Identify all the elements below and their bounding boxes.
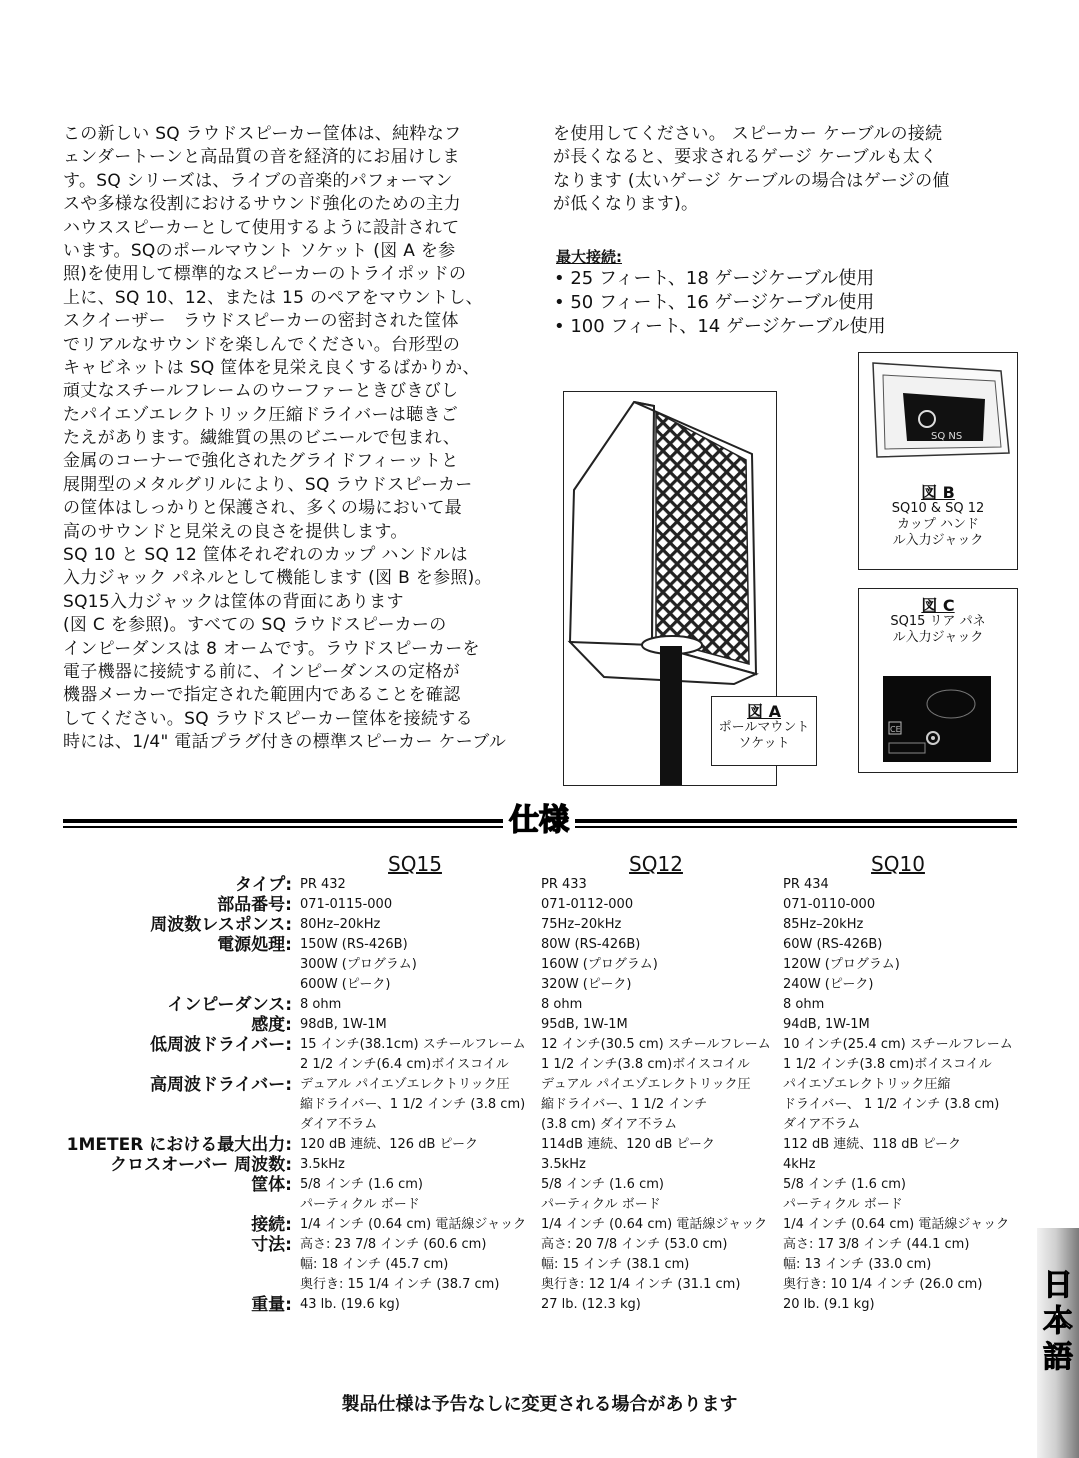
spec-cell-sq12: 5/8 インチ (1.6 cm): [541, 1177, 664, 1192]
spec-cell-sq10: 1 1/2 インチ(3.8 cm)ボイスコイル: [783, 1057, 992, 1072]
spec-cell-sq12: 75Hz–20kHz: [541, 917, 622, 932]
spec-cell-sq12: 高さ: 20 7/8 インチ (53.0 cm): [541, 1237, 728, 1252]
spec-cell-sq15: 80Hz–20kHz: [300, 917, 381, 932]
spec-cell-sq10: 94dB, 1W-1M: [783, 1017, 870, 1032]
spec-rule-left-top: [63, 819, 503, 823]
max-connection-item: • 25 フィート、18 ゲージケーブル使用: [554, 268, 875, 289]
spec-cell-sq12: 縮ドライバー、1 1/2 インチ: [541, 1097, 708, 1112]
intro-left-line: 機器メーカーで指定された範囲内であることを確認: [63, 685, 461, 706]
figure-b-caption-line-3: ル入力ジャック: [892, 533, 984, 548]
intro-left-line: SQ 10 と SQ 12 筐体それぞれのカップ ハンドルは: [63, 545, 468, 566]
spec-row-label: 周波数レスポンス:: [150, 915, 292, 935]
spec-cell-sq12: 3.5kHz: [541, 1157, 586, 1172]
intro-left-line: スや多様な役割におけるサウンド強化のための主力: [63, 194, 461, 215]
spec-cell-sq12: デュアル パイエゾエレクトリック圧: [541, 1077, 751, 1092]
language-tab-char: 語: [1043, 1340, 1073, 1375]
spec-cell-sq10: 120W (プログラム): [783, 957, 900, 972]
spec-cell-sq12: 1 1/2 インチ(3.8 cm)ボイスコイル: [541, 1057, 750, 1072]
figure-a-caption-line-2: ソケット: [738, 736, 790, 751]
intro-left-line: 金属のコーナーで強化されたグライドフィーットと: [63, 451, 459, 472]
spec-cell-sq15: 150W (RS-426B): [300, 937, 408, 952]
spec-row-label: 電源処理:: [217, 935, 292, 955]
figure-a-title: 図 A: [747, 702, 781, 721]
intro-left-line: この新しい SQ ラウドスピーカー筐体は、純粋なフ: [63, 124, 462, 144]
intro-left-line: います。SQのポールマウント ソケット (図 A を参: [63, 240, 456, 261]
max-connection-heading: 最大接続:: [556, 248, 622, 266]
intro-left-line: す。SQ シリーズは、ライブの音楽的パフォーマン: [63, 170, 453, 191]
spec-cell-sq10: 8 ohm: [783, 997, 825, 1012]
max-connection-item: • 100 フィート、14 ゲージケーブル使用: [554, 316, 886, 337]
spec-cell-sq12: 幅: 15 インチ (38.1 cm): [541, 1257, 690, 1272]
spec-cell-sq10: 高さ: 17 3/8 インチ (44.1 cm): [783, 1237, 970, 1252]
spec-cell-sq15: 600W (ピーク): [300, 977, 391, 992]
spec-cell-sq12: 1/4 インチ (0.64 cm) 電話線ジャック: [541, 1217, 768, 1232]
language-side-tab: [1037, 1228, 1079, 1458]
intro-left-line: の筐体はしっかりと保護され、多くの場において最: [63, 498, 462, 519]
intro-right-line: が長くなると、要求されるゲージ ケーブルも太く: [553, 147, 938, 168]
spec-row-label: 寸法:: [251, 1235, 292, 1255]
spec-cell-sq10: 4kHz: [783, 1157, 816, 1172]
spec-cell-sq15: 15 インチ(38.1cm) スチールフレーム: [300, 1037, 526, 1052]
intro-left-line: たパイエゾエレクトリック圧縮ドライバーは聴きご: [63, 404, 459, 425]
spec-cell-sq10: 112 dB 連続、118 dB ピーク: [783, 1137, 961, 1152]
language-tab-char: 日: [1043, 1268, 1073, 1303]
spec-cell-sq10: 071-0110-000: [783, 897, 876, 912]
spec-row-label: 重量:: [251, 1295, 292, 1315]
spec-cell-sq12: (3.8 cm) ダイア不ラム: [541, 1117, 678, 1132]
spec-cell-sq15: 071-0115-000: [300, 897, 393, 912]
spec-cell-sq12: 160W (プログラム): [541, 957, 658, 972]
intro-left-line: 展開型のメタルグリルにより、SQ ラウドスピーカー: [63, 474, 473, 495]
figure-b-box: [858, 352, 1018, 570]
spec-row-label: 1METER における最大出力:: [66, 1135, 292, 1155]
spec-cell-sq12: 12 インチ(30.5 cm) スチールフレーム: [541, 1037, 771, 1052]
spec-cell-sq15: 98dB, 1W-1M: [300, 1017, 387, 1032]
figure-c-caption-line-2: ル入力ジャック: [892, 630, 984, 645]
spec-cell-sq10: PR 434: [783, 877, 829, 892]
spec-cell-sq12: パーティクル ボード: [541, 1197, 661, 1212]
rear-panel-illustration: [883, 676, 991, 762]
figure-b-title: 図 B: [921, 483, 955, 502]
spec-cell-sq12: PR 433: [541, 877, 587, 892]
spec-cell-sq12: 071-0112-000: [541, 897, 634, 912]
figure-c-box: [858, 588, 1018, 773]
intro-left-line: 頑丈なスチールフレームのウーファーときびきびし: [63, 381, 459, 402]
spec-cell-sq15: 120 dB 連続、126 dB ピーク: [300, 1137, 478, 1152]
spec-cell-sq12: 8 ohm: [541, 997, 583, 1012]
intro-left-line: (図 C を参照)。すべての SQ ラウドスピーカーの: [63, 615, 447, 636]
cup-handle-illustration: [859, 353, 1017, 468]
figure-b-caption-line-2: カップ ハンド: [896, 517, 979, 532]
spec-cell-sq15: 8 ohm: [300, 997, 342, 1012]
intro-right-line: を使用してください。 スピーカー ケーブルの接続: [553, 124, 943, 144]
spec-cell-sq10: 60W (RS-426B): [783, 937, 883, 952]
spec-row-label: 高周波ドライバー:: [150, 1075, 292, 1095]
intro-left-line: インピーダンスは 8 オームです。ラウドスピーカーを: [63, 638, 480, 659]
spec-cell-sq12: 320W (ピーク): [541, 977, 632, 992]
spec-cell-sq15: 5/8 インチ (1.6 cm): [300, 1177, 423, 1192]
spec-cell-sq12: 114dB 連続、120 dB ピーク: [541, 1137, 715, 1152]
spec-row-label: 低周波ドライバー:: [150, 1035, 292, 1055]
spec-cell-sq15: 300W (プログラム): [300, 957, 417, 972]
spec-cell-sq10: 240W (ピーク): [783, 977, 874, 992]
ce-mark: CE: [890, 725, 901, 734]
intro-left-line: でリアルなサウンドを楽しんでください。台形型の: [63, 334, 461, 355]
spec-cell-sq12: 27 lb. (12.3 kg): [541, 1297, 641, 1312]
intro-right-column: [553, 123, 1023, 217]
spec-cell-sq10: 10 インチ(25.4 cm) スチールフレーム: [783, 1037, 1013, 1052]
language-tab-char: 本: [1043, 1304, 1073, 1339]
spec-cell-sq15: 43 lb. (19.6 kg): [300, 1297, 400, 1312]
footer-note: 製品仕様は予告なしに変更される場合があります: [341, 1394, 738, 1415]
intro-left-line: 入力ジャック パネルとして機能します (図 B を参照)。: [63, 568, 492, 589]
spec-cell-sq15: 2 1/2 インチ(6.4 cm)ボイスコイル: [300, 1057, 509, 1072]
figure-a-caption-line-1: ポールマウント: [718, 720, 810, 735]
figure-c-caption-line-1: SQ15 リア パネ: [890, 614, 986, 629]
spec-cell-sq15: パーティクル ボード: [300, 1197, 420, 1212]
intro-left-line: 照)を使用して標準的なスピーカーのトライポッドの: [63, 264, 467, 285]
spec-cell-sq10: 奥行き: 10 1/4 インチ (26.0 cm): [783, 1277, 983, 1292]
spec-column-head-sq10: SQ10: [871, 852, 925, 876]
spec-cell-sq12: 80W (RS-426B): [541, 937, 641, 952]
spec-cell-sq10: ダイア不ラム: [783, 1117, 861, 1132]
spec-cell-sq10: 85Hz–20kHz: [783, 917, 864, 932]
spec-cell-sq15: 1/4 インチ (0.64 cm) 電話線ジャック: [300, 1217, 527, 1232]
intro-left-line: SQ15入力ジャックは筐体の背面にあります: [63, 591, 404, 612]
spec-cell-sq10: パイエゾエレクトリック圧縮: [783, 1077, 951, 1092]
max-connection-list: [554, 267, 886, 339]
spec-rule-left-bottom: [63, 826, 503, 828]
spec-row-label: 筐体:: [251, 1175, 292, 1195]
spec-cell-sq10: ドライバー、 1 1/2 インチ (3.8 cm): [783, 1097, 1000, 1112]
intro-left-line: スクイーザー ラウドスピーカーの密封された筐体: [63, 311, 459, 332]
spec-cell-sq15: デュアル パイエゾエレクトリック圧: [300, 1077, 510, 1092]
figure-b-caption-line-1: SQ10 & SQ 12: [891, 501, 985, 516]
spec-row-label: インピーダンス:: [167, 995, 292, 1015]
intro-left-line: ハウススピーカーとして使用するように設計されて: [63, 217, 460, 238]
spec-cell-sq12: 95dB, 1W-1M: [541, 1017, 628, 1032]
spec-row-label: 接続:: [251, 1215, 292, 1235]
spec-cell-sq15: 縮ドライバー、1 1/2 インチ (3.8 cm): [300, 1097, 526, 1112]
spec-row-label: タイプ:: [235, 875, 292, 895]
spec-row-label: 感度:: [251, 1015, 292, 1035]
intro-left-line: 電子機器に接続する前に、インピーダンスの定格が: [63, 661, 460, 682]
intro-left-line: 時には、1/4" 電話プラグ付きの標準スピーカー ケーブル: [63, 732, 507, 753]
spec-cell-sq12: 奥行き: 12 1/4 インチ (31.1 cm): [541, 1277, 741, 1292]
figure-a-caption: [711, 696, 817, 766]
intro-left-line: ェンダートーンと高品質の音を経済的にお届けしま: [63, 147, 460, 168]
figure-b-panel-text: SQ NS: [931, 431, 963, 442]
spec-cell-sq15: 幅: 18 インチ (45.7 cm): [300, 1257, 449, 1272]
spec-rule-right-top: [575, 819, 1017, 823]
spec-cell-sq10: 5/8 インチ (1.6 cm): [783, 1177, 906, 1192]
spec-cell-sq15: 奥行き: 15 1/4 インチ (38.7 cm): [300, 1277, 500, 1292]
intro-left-line: たえがあります。繊維質の黒のビニールで包まれ、: [63, 428, 461, 449]
spec-cell-sq15: PR 432: [300, 877, 346, 892]
spec-row-label: 部品番号:: [217, 895, 292, 915]
spec-cell-sq15: 3.5kHz: [300, 1157, 345, 1172]
spec-rule-right-bottom: [575, 826, 1017, 828]
spec-cell-sq10: 幅: 13 インチ (33.0 cm): [783, 1257, 932, 1272]
spec-column-head-sq15: SQ15: [388, 852, 442, 876]
spec-cell-sq15: 高さ: 23 7/8 インチ (60.6 cm): [300, 1237, 487, 1252]
spec-cell-sq10: 1/4 インチ (0.64 cm) 電話線ジャック: [783, 1217, 1010, 1232]
spec-row-label: クロスオーバー 周波数:: [110, 1155, 292, 1175]
intro-right-line: なります (太いゲージ ケーブルの場合はゲージの値: [553, 170, 950, 191]
language-side-tab-label: [1037, 1268, 1079, 1376]
max-connection-item: • 50 フィート、16 ゲージケーブル使用: [554, 292, 875, 313]
intro-right-line: が低くなります)。: [553, 194, 699, 215]
spec-cell-sq15: ダイア不ラム: [300, 1117, 378, 1132]
intro-left-line: キャビネットは SQ 筐体を見栄え良くするばかりか、: [63, 357, 480, 378]
figure-c-title: 図 C: [921, 596, 955, 615]
intro-left-line: してください。SQ ラウドスピーカー筐体を接続する: [63, 708, 473, 729]
spec-cell-sq10: 20 lb. (9.1 kg): [783, 1297, 875, 1312]
spec-section-title: 仕様: [509, 803, 569, 838]
spec-cell-sq10: パーティクル ボード: [783, 1197, 903, 1212]
intro-left-line: 上に、SQ 10、12、または 15 のペアをマウントし、: [63, 287, 483, 308]
intro-left-column: [63, 123, 533, 755]
spec-column-head-sq12: SQ12: [629, 852, 683, 876]
intro-left-line: 高のサウンドと見栄えの良さを提供します。: [63, 521, 408, 542]
